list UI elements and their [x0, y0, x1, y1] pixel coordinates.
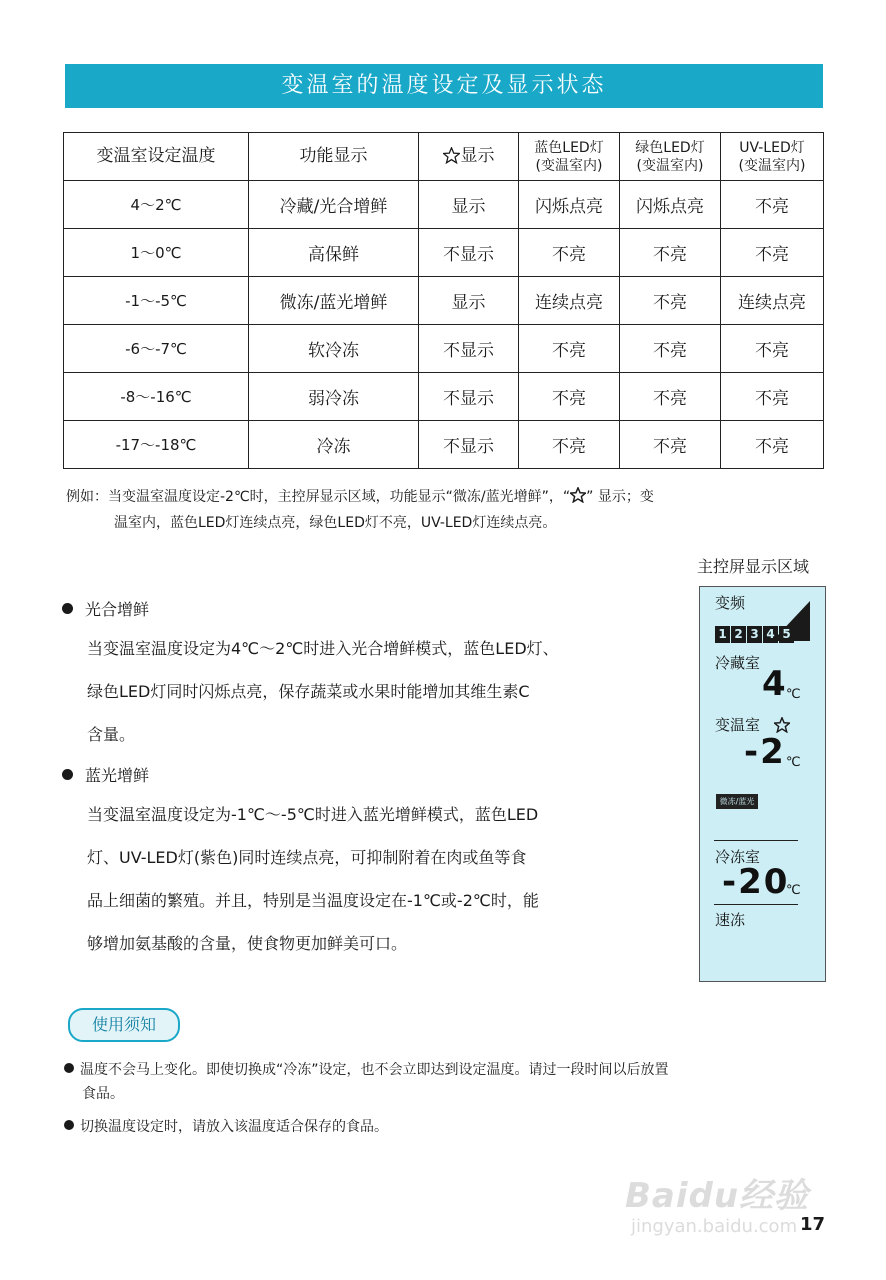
star-icon — [570, 487, 586, 503]
cell-green: 不亮 — [620, 229, 721, 277]
table-row — [64, 421, 824, 469]
level-1: 1 — [715, 626, 730, 643]
cell-star: 不显示 — [419, 229, 519, 277]
divider — [714, 904, 798, 905]
table-row — [64, 373, 824, 421]
table-row — [64, 277, 824, 325]
table-row — [64, 325, 824, 373]
cell-green: 不亮 — [620, 373, 721, 421]
bullet-icon — [64, 1120, 74, 1130]
watermark-logo: Baidu经验 — [625, 1176, 810, 1216]
cell-blue: 不亮 — [519, 229, 620, 277]
cell-star: 不显示 — [419, 421, 519, 469]
cell-green: 不亮 — [620, 277, 721, 325]
page-number: 17 — [800, 1214, 826, 1235]
cell-uv: 连续点亮 — [721, 277, 824, 325]
level-5: 5 — [779, 626, 794, 643]
freezer-unit: ℃ — [786, 883, 801, 898]
cell-temp: -6～-7℃ — [64, 325, 249, 373]
cell-uv: 不亮 — [721, 181, 824, 229]
table-row — [64, 229, 824, 277]
bullet-icon — [62, 769, 73, 780]
cell-blue: 不亮 — [519, 373, 620, 421]
header-green-led: 绿色LED灯 (变温室内) — [620, 133, 721, 181]
fridge-unit: ℃ — [786, 687, 801, 702]
variable-label: 变温室 — [715, 716, 761, 734]
section-body: 当变温室温度设定为4℃～2℃时进入光合增鲜模式，蓝色LED灯、 绿色LED灯同时闪烁点亮，保存蔬菜或水果时能增加其维生素C 含量。 — [87, 639, 559, 744]
cell-uv: 不亮 — [721, 229, 824, 277]
example-line1-b: ” 显示；变 — [586, 489, 654, 505]
cell-green: 不亮 — [620, 325, 721, 373]
cell-blue: 不亮 — [519, 421, 620, 469]
header-set-temp: 变温室设定温度 — [64, 133, 249, 181]
usage-notice-badge: 使用须知 — [68, 1008, 180, 1042]
cell-star: 显示 — [419, 277, 519, 325]
level-4: 4 — [763, 626, 778, 643]
control-panel-display — [699, 586, 826, 982]
cell-temp: 1～0℃ — [64, 229, 249, 277]
cell-function: 冷藏/光合增鲜 — [249, 181, 419, 229]
star-icon — [774, 717, 790, 733]
bullet-icon — [64, 1063, 74, 1073]
divider — [714, 840, 798, 841]
cell-uv: 不亮 — [721, 421, 824, 469]
cell-star: 不显示 — [419, 373, 519, 421]
cell-blue: 不亮 — [519, 325, 620, 373]
level-3: 3 — [747, 626, 762, 643]
cell-green: 不亮 — [620, 421, 721, 469]
cell-temp: 4～2℃ — [64, 181, 249, 229]
section-heading: 光合增鲜 — [62, 597, 149, 620]
level-2: 2 — [731, 626, 746, 643]
cell-function: 软冷冻 — [249, 325, 419, 373]
freezer-label: 冷冻室 — [715, 848, 761, 866]
cell-blue: 连续点亮 — [519, 277, 620, 325]
cell-green: 闪烁点亮 — [620, 181, 721, 229]
section-body: 当变温室温度设定为-1℃～-5℃时进入蓝光增鲜模式，蓝色LED 灯、UV-LED灯(紫色)同时连续点亮，可抑制附着在肉或鱼等食 品上细菌的繁殖。并且，特别是当温度设定在-1℃或-2℃时，能 够增加氨基酸的含量，使食物更加鲜美可口。 — [87, 805, 539, 953]
section-heading: 蓝光增鲜 — [62, 763, 149, 786]
table-header-row — [64, 133, 824, 181]
header-star — [419, 133, 519, 181]
baidu-watermark — [625, 1168, 825, 1252]
cell-function: 微冻/蓝光增鲜 — [249, 277, 419, 325]
fridge-temp: 4 — [762, 664, 788, 704]
cell-star: 显示 — [419, 181, 519, 229]
cell-temp: -8～-16℃ — [64, 373, 249, 421]
cell-temp: -1～-5℃ — [64, 277, 249, 325]
header-uv-led: UV-LED灯 (变温室内) — [721, 133, 824, 181]
panel-title: 主控屏显示区域 — [697, 557, 810, 576]
cell-star: 不显示 — [419, 325, 519, 373]
variable-temp: -2 — [744, 732, 786, 772]
cell-function: 弱冷冻 — [249, 373, 419, 421]
cell-function: 冷冻 — [249, 421, 419, 469]
fridge-label: 冷藏室 — [715, 654, 761, 672]
notice-item: 切换温度设定时，请放入该温度适合保存的食品。 — [64, 1115, 834, 1139]
page-title: 变温室的温度设定及显示状态 — [65, 64, 823, 108]
example-line2: 温室内，蓝色LED灯连续点亮，绿色LED灯不亮，UV-LED灯连续点亮。 — [114, 515, 557, 531]
watermark-url: jingyan.baidu.com — [631, 1216, 798, 1237]
header-blue-led: 蓝色LED灯 (变温室内) — [519, 133, 620, 181]
cell-function: 高保鲜 — [249, 229, 419, 277]
notice-item: 温度不会马上变化。即使切换成“冷冻”设定，也不会立即达到设定温度。请过一段时间以后放置 食品。 — [64, 1058, 834, 1106]
inverter-label: 变频 — [715, 594, 746, 612]
example-note — [66, 484, 826, 536]
temperature-table — [63, 132, 824, 469]
table-row — [64, 181, 824, 229]
mode-badge: 微冻/蓝光增鲜 — [716, 794, 758, 809]
bullet-icon — [62, 603, 73, 614]
variable-unit: ℃ — [786, 755, 801, 770]
inverter-levels — [715, 626, 795, 643]
cell-uv: 不亮 — [721, 373, 824, 421]
freezer-temp: -20 — [722, 862, 790, 902]
header-function: 功能显示 — [249, 133, 419, 181]
quick-freeze-label: 速冻 — [715, 911, 746, 929]
header-star-label: 显示 — [460, 146, 495, 166]
cell-blue: 闪烁点亮 — [519, 181, 620, 229]
cell-temp: -17～-18℃ — [64, 421, 249, 469]
star-icon — [443, 147, 460, 164]
example-line1-a: 例如：当变温室温度设定-2℃时，主控屏显示区域，功能显示“微冻/蓝光增鲜”，“ — [66, 489, 571, 505]
cell-uv: 不亮 — [721, 325, 824, 373]
